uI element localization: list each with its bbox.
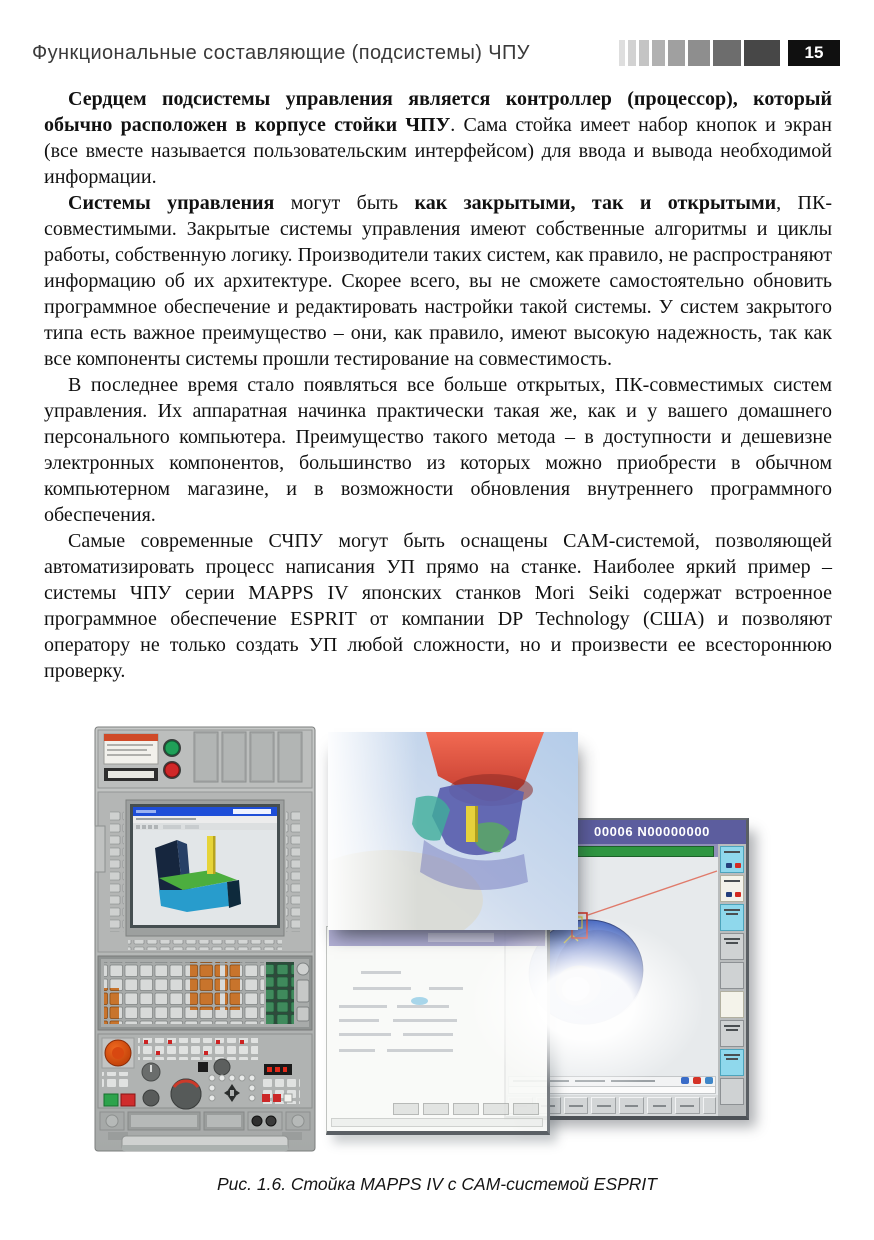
orange-keys-right	[225, 962, 240, 1010]
softkey-button	[591, 1097, 616, 1114]
ghost-status-bar	[331, 1118, 543, 1127]
bar-segment	[652, 40, 665, 66]
bar-segment	[688, 40, 710, 66]
keyboard-panel	[98, 956, 312, 1030]
machining-closeup-image	[328, 732, 578, 930]
bar-segment	[713, 40, 741, 66]
monitor-panel	[95, 792, 312, 952]
round-key	[297, 963, 309, 975]
figure-1-6	[88, 718, 764, 1164]
sidebar-button	[720, 846, 744, 873]
cycle-start-button	[104, 1094, 118, 1106]
bar-segment	[639, 40, 649, 66]
sidebar-button	[720, 875, 744, 902]
sidebar-button	[720, 933, 744, 960]
black-key	[198, 1062, 208, 1072]
view-tool-icon	[681, 1077, 689, 1084]
softkey-button	[619, 1097, 644, 1114]
orange-keys-middle	[190, 962, 220, 1010]
sidebar-button	[720, 1049, 744, 1076]
bar-segment	[668, 40, 685, 66]
machining-closeup-graphic	[328, 732, 578, 930]
green-keys	[266, 962, 294, 1024]
program-number-text: 00006 N00000000	[594, 824, 710, 839]
cnc-stand	[94, 726, 316, 1154]
red-power-button	[165, 763, 179, 777]
body-text	[44, 86, 832, 684]
arrow-icon	[693, 1077, 701, 1084]
bottom-strip	[100, 1112, 310, 1130]
feed-hold-button	[121, 1094, 135, 1106]
ghost-window	[326, 926, 550, 1135]
softkey-button	[647, 1097, 672, 1114]
sidebar-button	[720, 991, 744, 1018]
sidebar-button	[720, 904, 744, 931]
bar-segment	[619, 40, 625, 66]
paragraph: В последнее время стало появляться все больше открытых, ПК-совместимых систем управления. Их аппаратная начинка практически такая же, как и у вашего домашнего персонального компьютера. Преимущество такого метода – в доступности и дешевизне электронных компонентов, большинство из которых можно приобрести в обычном компьютерном магазине, и в возможности обновления внутреннего программного обеспечения.	[44, 374, 832, 526]
esprit-sidebar	[718, 844, 746, 1116]
rapid-knob	[143, 1090, 159, 1106]
rocker-key	[297, 980, 309, 1002]
ghost-form	[333, 953, 541, 1091]
sidebar-button	[720, 962, 744, 989]
ghost-title-bar	[329, 929, 545, 946]
page-number: 15	[788, 40, 840, 66]
softkey-button	[564, 1097, 589, 1114]
figure-caption: Рис. 1.6. Стойка MAPPS IV с CAM-системой ESPRIT	[216, 1174, 657, 1194]
softkey-button	[675, 1097, 700, 1114]
page-number-bar	[619, 40, 840, 66]
softkeys-right	[286, 810, 300, 932]
sidebar-button	[720, 1078, 744, 1105]
paragraph: Системы управления могут быть как закрытыми, так и открытыми, ПК-совместимыми. Закрытые системы управления имеют собственные алгоритмы и циклы работы, собственную логику. Производители таких систем, как правило, не распространяют информацию об их архитектуре. Скорее всего, вы не сможете самостоятельно обновить программное обеспечение и редактировать настройки такой системы. У систем закрытого типа есть важное преимущество – они, как правило, имеют высокую надежность, так как все компоненты системы прошли тестирование на совместимость.	[44, 192, 832, 370]
chapter-title: Функциональные составляющие (подсистемы) ЧПУ	[32, 42, 530, 64]
sidebar-button	[720, 1020, 744, 1047]
bar-segment	[744, 40, 780, 66]
softkeys-left	[110, 810, 124, 932]
paragraph: Сердцем подсистемы управления является контроллер (процессор), который обычно расположен в корпусе стойки ЧПУ. Сама стойка имеет набор кнопок и экран (все вместе называется пользовательским интерфейсом) для ввода и вывода необходимой информации.	[44, 88, 832, 188]
small-knob	[214, 1059, 230, 1075]
aux-keys	[102, 1072, 128, 1090]
top-panel	[98, 730, 312, 788]
operator-panel	[98, 1034, 312, 1109]
bar-segment	[628, 40, 636, 66]
status-text-line	[611, 1080, 655, 1082]
paragraph: Самые современные СЧПУ могут быть оснащены CAM-системой, позволяющей автоматизировать процесс написания УП прямо на станке. Наиболее яркий пример – системы ЧПУ серии MAPPS IV японских станков Mori Seiki содержат встроенное программное обеспечение ESPRIT от компании DP Technology (США) и позволяют оператору не только создать УП любой сложности, но и произвести ее всестороннюю проверку.	[44, 530, 832, 682]
ghost-button-row	[335, 1103, 539, 1115]
cursor-icon	[705, 1077, 713, 1084]
orange-keys-left	[104, 988, 119, 1024]
green-power-button	[165, 741, 179, 755]
function-key-row	[128, 940, 282, 950]
softkey-button	[703, 1097, 716, 1114]
screen-content	[133, 807, 277, 925]
warning-label	[104, 734, 158, 741]
running-head	[32, 40, 840, 68]
ghost-title-button	[428, 933, 494, 942]
side-tab	[95, 826, 105, 872]
progress-bar	[554, 846, 714, 857]
status-text-line	[575, 1080, 605, 1082]
